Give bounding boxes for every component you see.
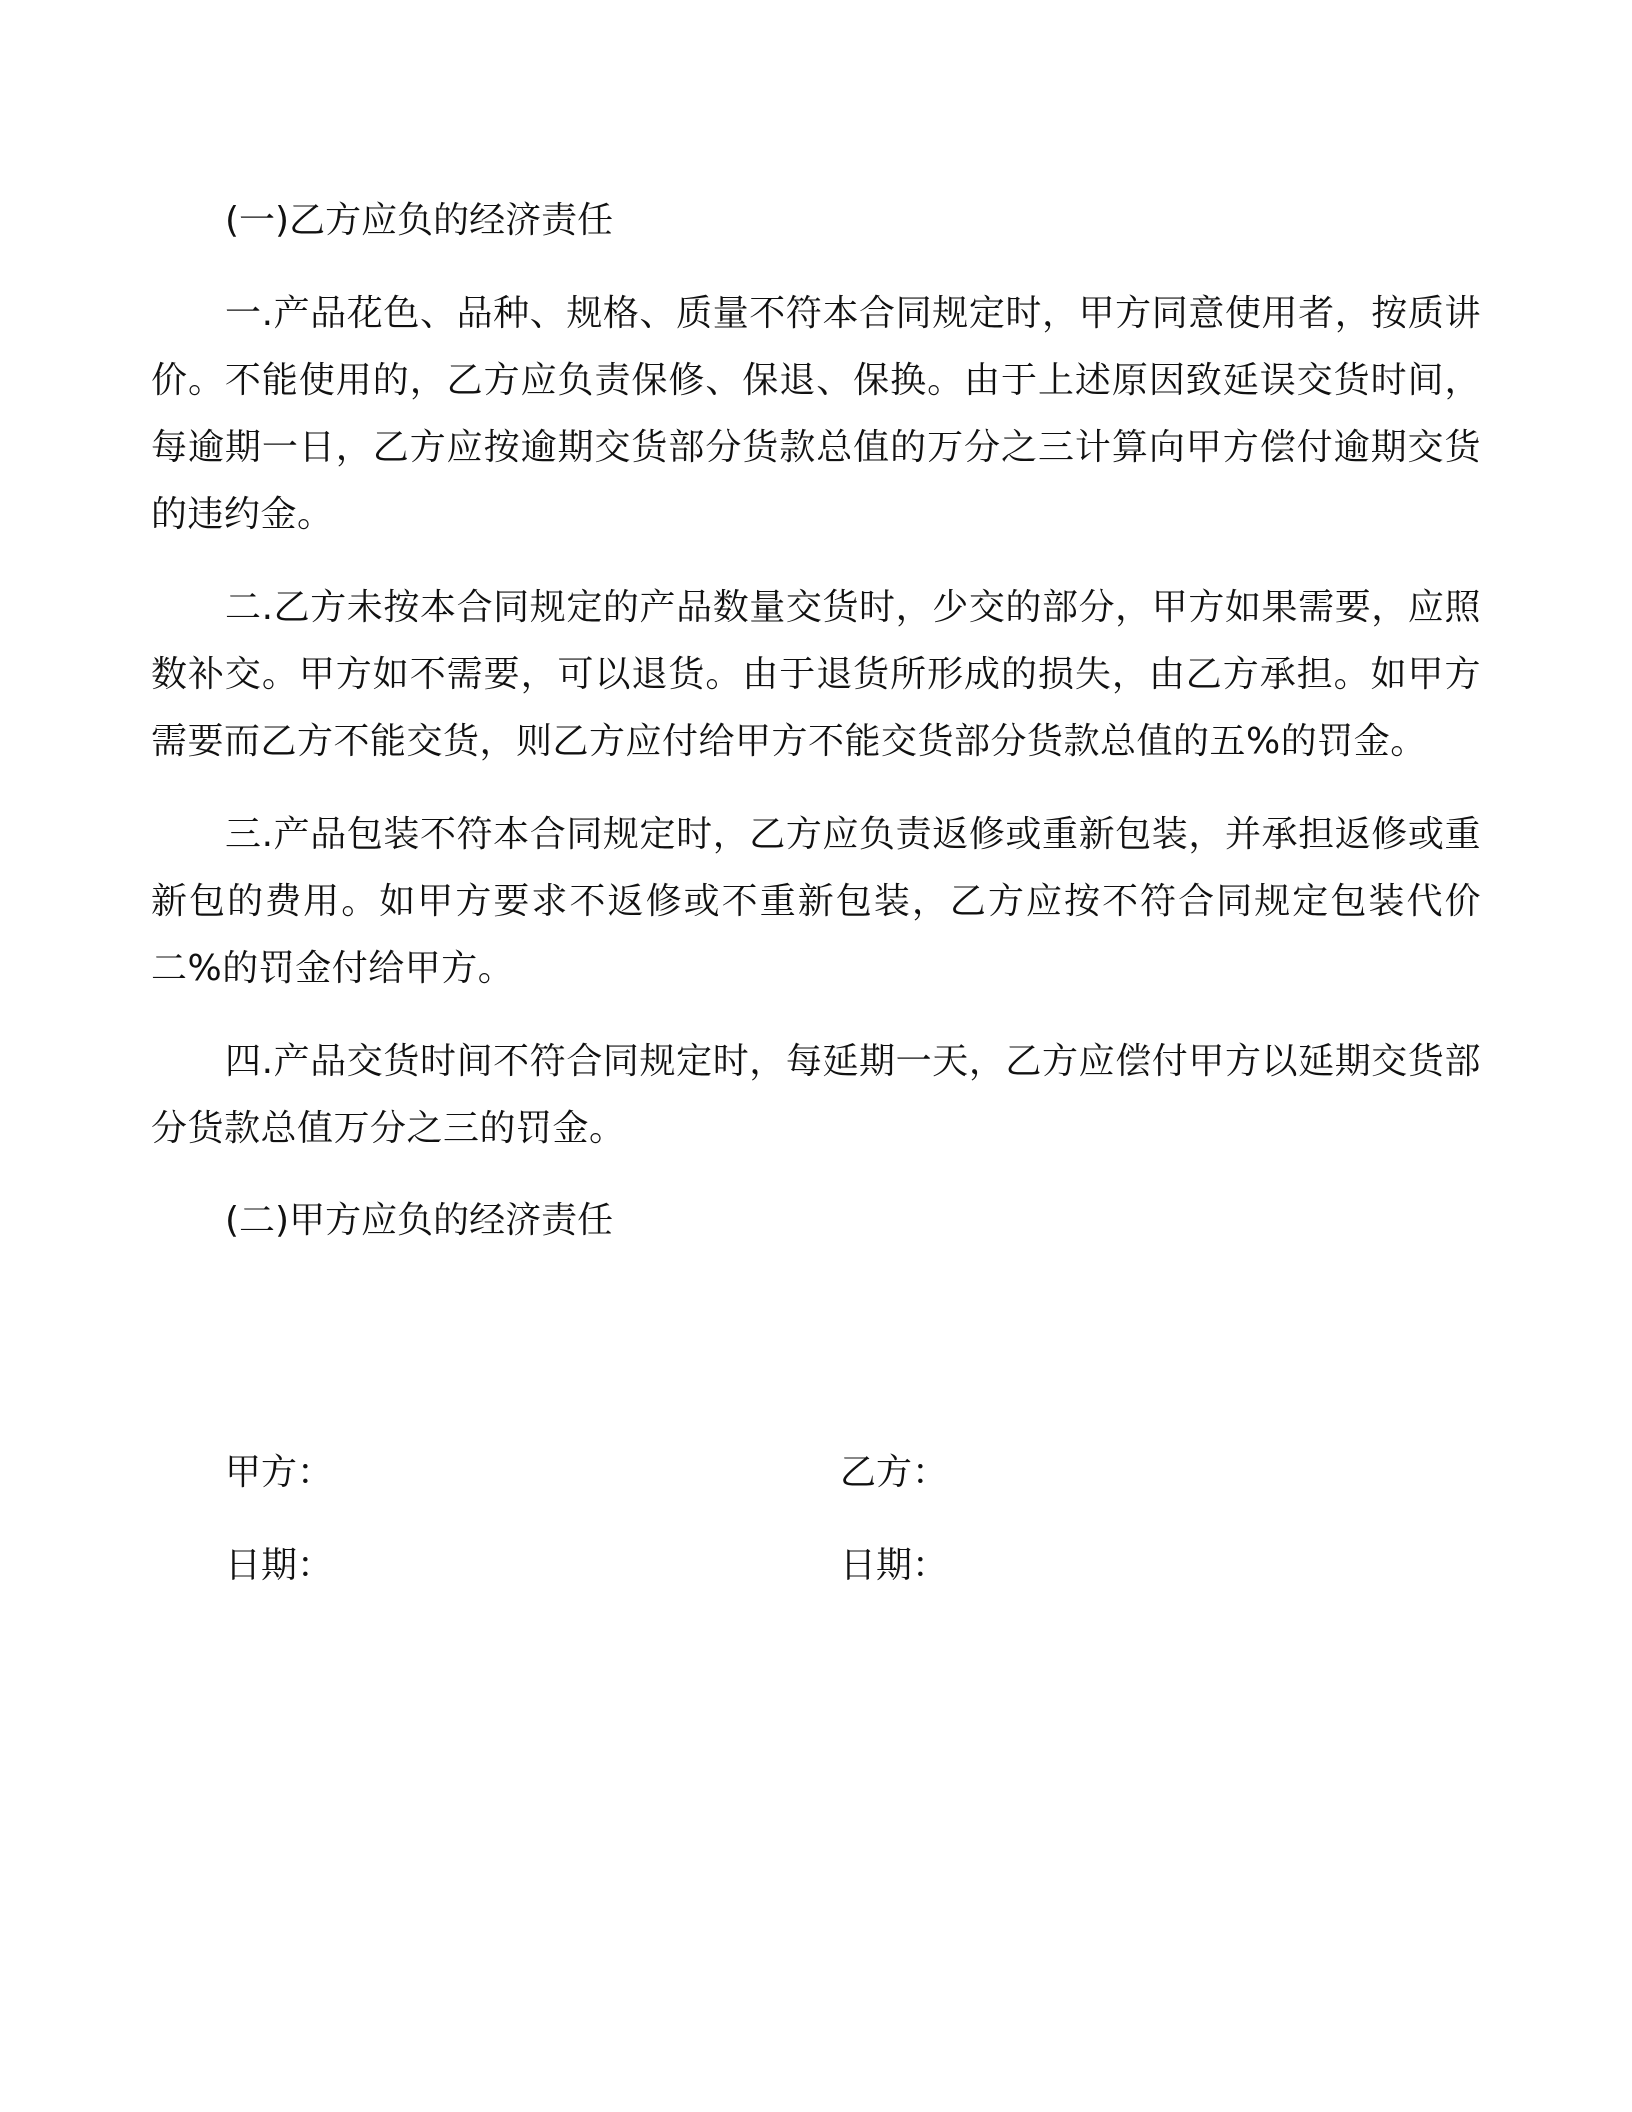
- section-heading-party-a-liability: (二)甲方应负的经济责任: [225, 1200, 614, 1241]
- party-a-label: 甲方：: [225, 1452, 334, 1493]
- document-body: [151, 188, 1481, 1280]
- clause-1-quality: 一.产品花色、品种、规格、质量不符本合同规定时，甲方同意使用者，按质讲价。不能使用的，乙方应负责保修、保退、保换。由于上述原因致延误交货时间，每逾期一日，乙方应按逾期交货部分货款总值的万分之三计算向甲方偿付逾期交货的违约金。: [151, 293, 1481, 535]
- section-heading-party-b-liability: (一)乙方应负的经济责任: [225, 200, 614, 241]
- party-b-label: 乙方：: [840, 1452, 949, 1493]
- clause-3-packaging: 三.产品包装不符本合同规定时，乙方应负责返修或重新包装，并承担返修或重新包的费用。如甲方要求不返修或不重新包装，乙方应按不符合同规定包装代价二%的罚金付给甲方。: [151, 814, 1481, 989]
- signature-block: [225, 1440, 1485, 1626]
- date-a-label: 日期：: [225, 1545, 334, 1586]
- clause-4-delivery-time: 四.产品交货时间不符合同规定时，每延期一天，乙方应偿付甲方以延期交货部分货款总值万分之三的罚金。: [151, 1041, 1481, 1149]
- signature-date-row: [225, 1533, 1485, 1599]
- date-b-label: 日期：: [840, 1545, 949, 1586]
- signature-party-row: [225, 1440, 1485, 1506]
- clause-2-quantity: 二.乙方未按本合同规定的产品数量交货时，少交的部分，甲方如果需要，应照数补交。甲方如不需要，可以退货。由于退货所形成的损失，由乙方承担。如甲方需要而乙方不能交货，则乙方应付给甲方不能交货部分货款总值的五%的罚金。: [151, 587, 1481, 762]
